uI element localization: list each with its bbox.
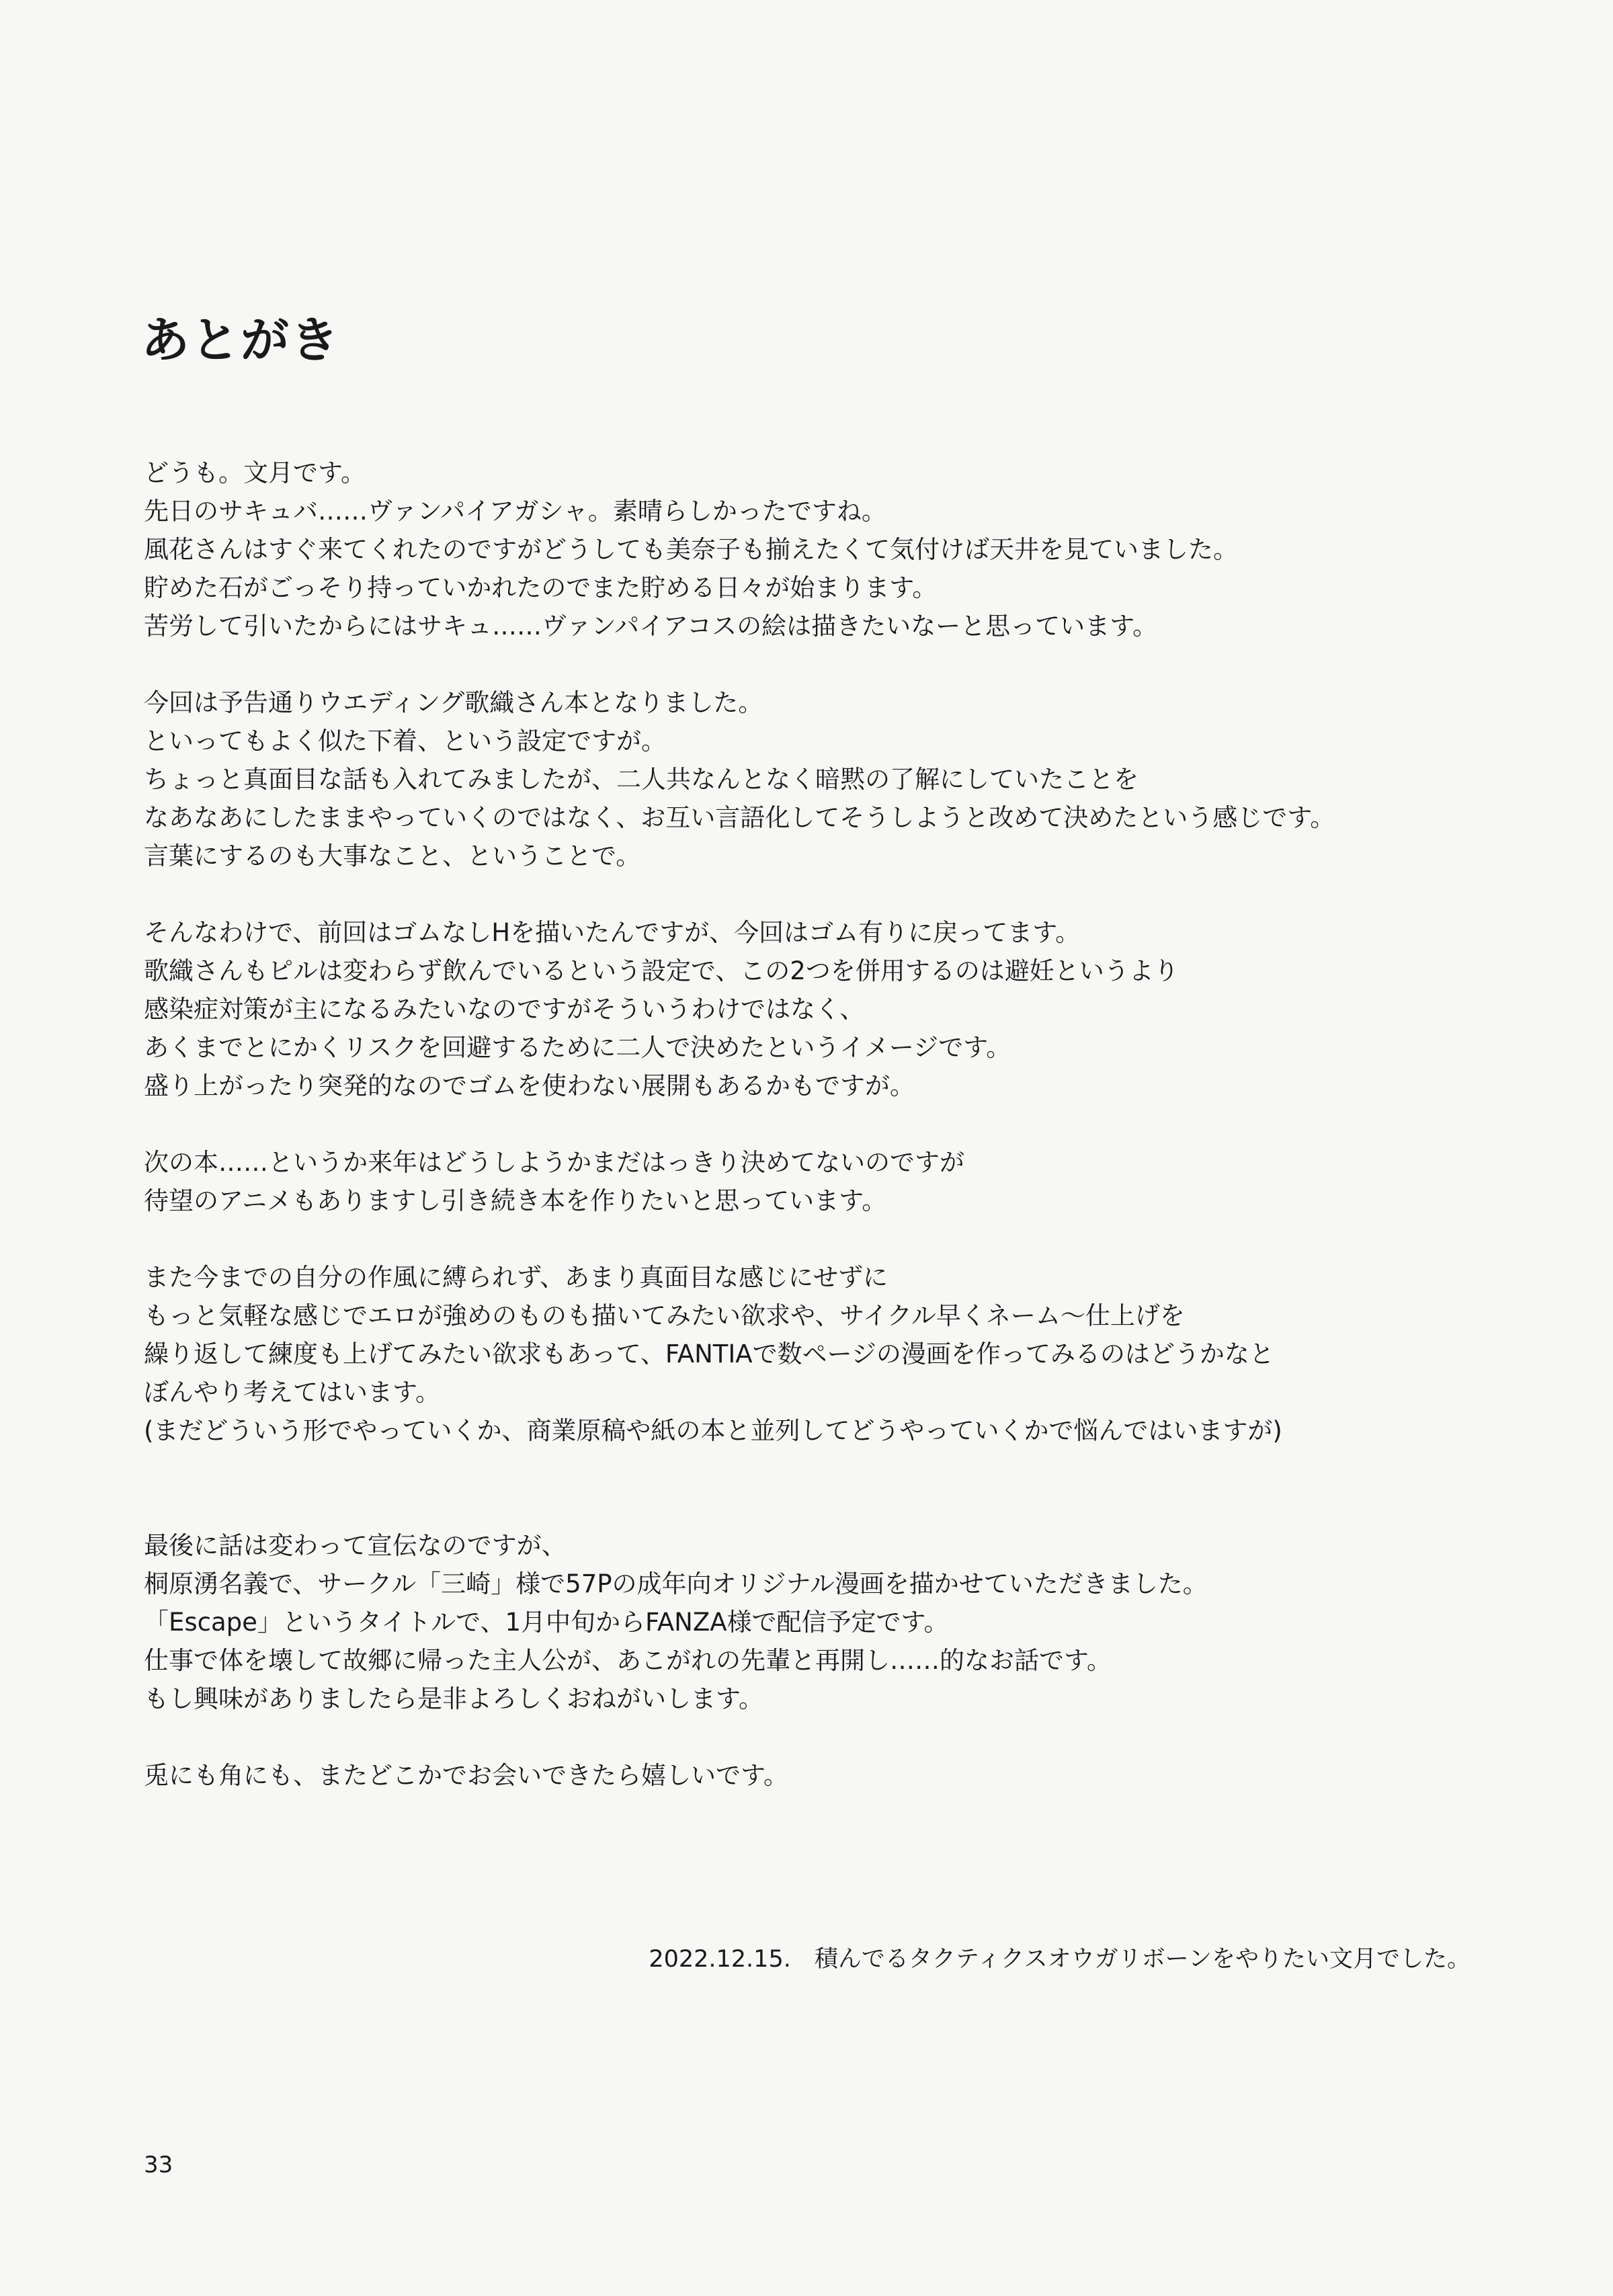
text-line: 言葉にするのも大事なこと、ということで。 <box>144 842 641 870</box>
text-line: どうも。文月です。 <box>144 458 366 487</box>
text-line: (まだどういう形でやっていくか、商業原稿や紙の本と並列してどうやっていくかで悩んではいますが) <box>144 1416 1282 1445</box>
text-line: 苦労して引いたからにはサキュ……ヴァンパイアコスの絵は描きたいなーと思っています。 <box>144 612 1158 641</box>
text-line: もし興味がありましたら是非よろしくおねがいします。 <box>144 1684 764 1713</box>
text-line: 桐原湧名義で、サークル「三崎」様で57Pの成年向オリジナル漫画を描かせていただきました。 <box>144 1569 1208 1598</box>
paragraph-1 <box>144 454 1501 645</box>
text-line: 繰り返して練度も上げてみたい欲求もあって、FANTIAで数ページの漫画を作ってみるのはどうかなと <box>144 1340 1274 1368</box>
text-line: ちょっと真面目な話も入れてみましたが、二人共なんとなく暗黙の了解にしていたことを <box>144 765 1139 794</box>
paragraph-3 <box>144 913 1501 1105</box>
text-line: 今回は予告通りウエディング歌織さん本となりました。 <box>144 688 763 717</box>
text-line: 兎にも角にも、またどこかでお会いできたら嬉しいです。 <box>144 1761 789 1790</box>
text-line: 盛り上がったり突発的なのでゴムを使わない展開もあるかもですが。 <box>144 1071 915 1100</box>
text-line: 貯めた石がごっそり持っていかれたのでまた貯める日々が始まります。 <box>144 573 938 602</box>
paragraph-2 <box>144 684 1501 875</box>
signature-line: 2022.12.15. 積んでるタクティクスオウガリボーンをやりたい文月でした。 <box>649 1946 1471 1973</box>
text-line: 先日のサキュバ……ヴァンパイアガシャ。素晴らしかったですね。 <box>144 497 886 526</box>
text-line: 感染症対策が主になるみたいなのですがそういうわけではなく、 <box>144 995 865 1024</box>
text-line: 最後に話は変わって宣伝なのですが、 <box>144 1531 567 1560</box>
text-line: 風花さんはすぐ来てくれたのですがどうしても美奈子も揃えたくて気付けば天井を見ていました。 <box>144 535 1238 564</box>
page-title: あとがき <box>141 312 341 368</box>
text-line: 「Escape」というタイトルで、1月中旬からFANZA様で配信予定です。 <box>144 1608 949 1637</box>
text-line: そんなわけで、前回はゴムなしHを描いたんですが、今回はゴム有りに戻ってます。 <box>144 918 1081 947</box>
text-line: なあなあにしたままやっていくのではなく、お互い言語化してそうしようと改めて決めたという感じです。 <box>144 803 1335 832</box>
text-line: 仕事で体を壊して故郷に帰った主人公が、あこがれの先輩と再開し……的なお話です。 <box>144 1646 1112 1675</box>
text-line: 歌織さんもピルは変わらず飲んでいるという設定で、この2つを併用するのは避妊というより <box>144 956 1179 985</box>
page-number: 33 <box>144 2151 173 2178</box>
text-line: といってもよく似た下着、という設定ですが。 <box>144 727 666 755</box>
text-line: また今までの自分の作風に縛られず、あまり真面目な感じにせずに <box>144 1263 888 1292</box>
paragraph-5 <box>144 1258 1501 1450</box>
text-line: もっと気軽な感じでエロが強めのものも描いてみたい欲求や、サイクル早くネーム～仕上げを <box>144 1301 1185 1330</box>
paragraph-7 <box>144 1756 1501 1795</box>
afterword-body <box>144 454 1501 1795</box>
text-line: 次の本……というか来年はどうしようかまだはっきり決めてないのですが <box>144 1148 964 1177</box>
paragraph-4 <box>144 1143 1501 1220</box>
text-line: 待望のアニメもありますし引き続き本を作りたいと思っています。 <box>144 1186 887 1215</box>
paragraph-6 <box>144 1526 1501 1718</box>
text-line: あくまでとにかくリスクを回避するために二人で決めたというイメージです。 <box>144 1033 1011 1062</box>
text-line: ぼんやり考えてはいます。 <box>144 1378 441 1407</box>
